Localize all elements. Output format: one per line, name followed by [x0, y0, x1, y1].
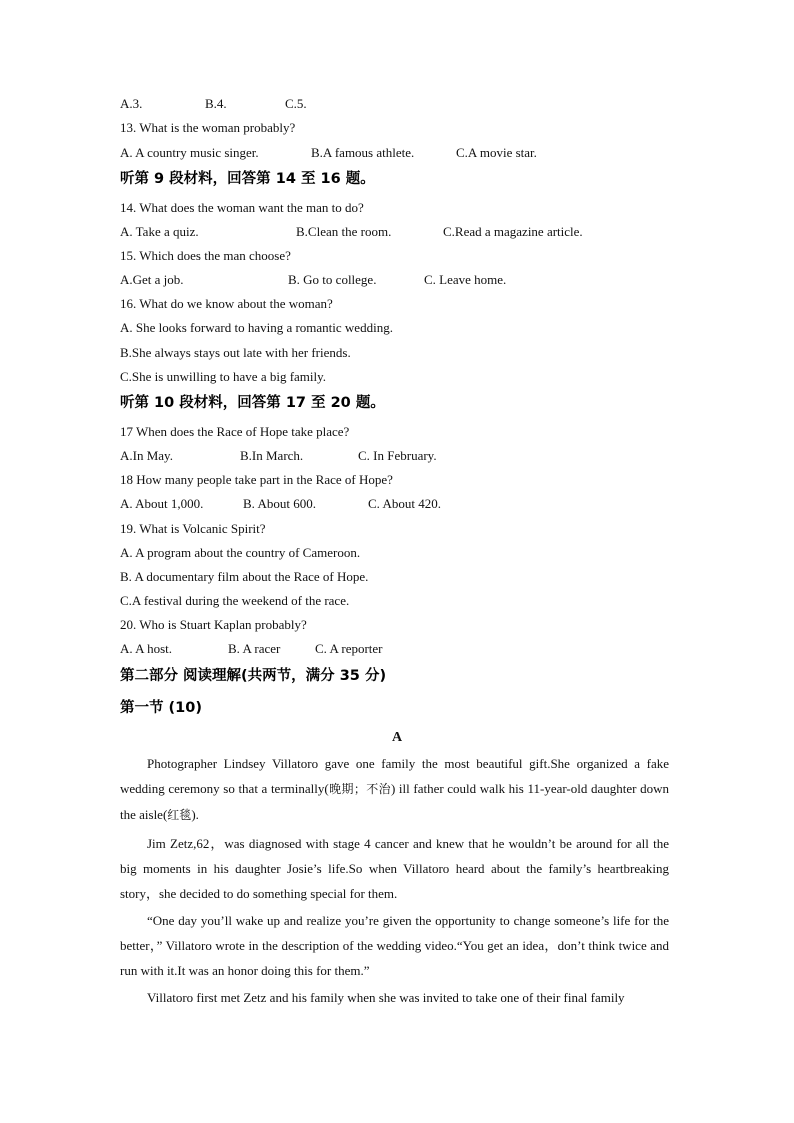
q13-option-a: A. A country music singer.	[120, 145, 259, 160]
sub-section-1-heading: 第一节 (10)	[120, 700, 202, 716]
passage-paragraph-1	[120, 751, 669, 829]
q12-option-a: A.3.	[120, 96, 143, 111]
q17-stem: 17 When does the Race of Hope take place?	[120, 424, 350, 439]
part-2-heading: 第二部分 阅读理解(共两节，满分 35 分)	[120, 668, 387, 684]
p1-text-a: Photographer Lindsey Villatoro gave one family the most beautiful gift.She organized a fake wedding ceremony so that a terminally(	[120, 756, 669, 797]
q13-option-b: B.A famous athlete.	[311, 145, 415, 160]
q15-option-a: A.Get a job.	[120, 272, 184, 287]
q12-option-b: B.4.	[205, 96, 227, 111]
q16-option-b: B.She always stays out late with her friends.	[120, 345, 351, 360]
q18-option-c: C. About 420.	[368, 496, 441, 511]
q18-stem: 18 How many people take part in the Race of Hope?	[120, 472, 393, 487]
q14-option-c: C.Read a magazine article.	[443, 224, 583, 239]
passage-letter: A	[391, 730, 403, 745]
q20-stem: 20. Who is Stuart Kaplan probably?	[120, 617, 307, 632]
p1-text-e: ).	[191, 807, 199, 823]
q18-option-b: B. About 600.	[243, 496, 316, 511]
p1-text-c: ) ill father could walk his 11-year-old daughter down the aisle(	[120, 781, 669, 823]
q16-option-c: C.She is unwilling to have a big family.	[120, 369, 327, 384]
q19-option-c: C.A festival during the weekend of the race.	[120, 593, 350, 608]
q12-option-c: C.5.	[285, 96, 307, 111]
q17-option-a: A.In May.	[120, 448, 173, 463]
passage-paragraph-4: Villatoro first met Zetz and his family when she was invited to take one of their final family	[147, 990, 625, 1005]
q16-stem: 16. What do we know about the woman?	[120, 296, 333, 311]
section-10-heading: 听第 10 段材料，回答第 17 至 20 题。	[120, 395, 385, 411]
p1-gloss-aisle: 红毯	[167, 808, 192, 823]
q19-option-a: A. A program about the country of Cameroon.	[120, 545, 361, 560]
q14-option-b: B.Clean the room.	[296, 224, 392, 239]
q13-stem: 13. What is the woman probably?	[120, 120, 296, 135]
q17-option-c: C. In February.	[358, 448, 437, 463]
q20-option-b: B. A racer	[228, 641, 281, 656]
q18-option-a: A. About 1,000.	[120, 496, 204, 511]
q14-option-a: A. Take a quiz.	[120, 224, 199, 239]
q15-option-b: B. Go to college.	[288, 272, 377, 287]
p1-gloss-terminally: 晚期；不治	[328, 782, 391, 797]
section-9-heading: 听第 9 段材料，回答第 14 至 16 题。	[120, 171, 375, 187]
q15-stem: 15. Which does the man choose?	[120, 248, 291, 263]
q19-stem: 19. What is Volcanic Spirit?	[120, 521, 266, 536]
passage-paragraph-3: “One day you’ll wake up and realize you’re given the opportunity to change someone’s life for the better，” Villatoro wrote in the description of the wedding video.“You get an idea，don’t think twice and run with it.It was an honor doing this for them.”	[120, 913, 669, 979]
q19-option-b: B. A documentary film about the Race of Hope.	[120, 569, 369, 584]
passage-paragraph-2: Jim Zetz,62，was diagnosed with stage 4 cancer and knew that he wouldn’t be around for all the big moments in his daughter Josie’s life.So when Villatoro heard about the family’s heartbreaking story，she decided to do something special for them.	[120, 836, 669, 902]
q14-stem: 14. What does the woman want the man to do?	[120, 200, 364, 215]
q15-option-c: C. Leave home.	[424, 272, 507, 287]
q16-option-a: A. She looks forward to having a romantic wedding.	[120, 320, 393, 335]
q20-option-a: A. A host.	[120, 641, 173, 656]
q17-option-b: B.In March.	[240, 448, 304, 463]
q13-option-c: C.A movie star.	[456, 145, 537, 160]
q20-option-c: C. A reporter	[315, 641, 383, 656]
